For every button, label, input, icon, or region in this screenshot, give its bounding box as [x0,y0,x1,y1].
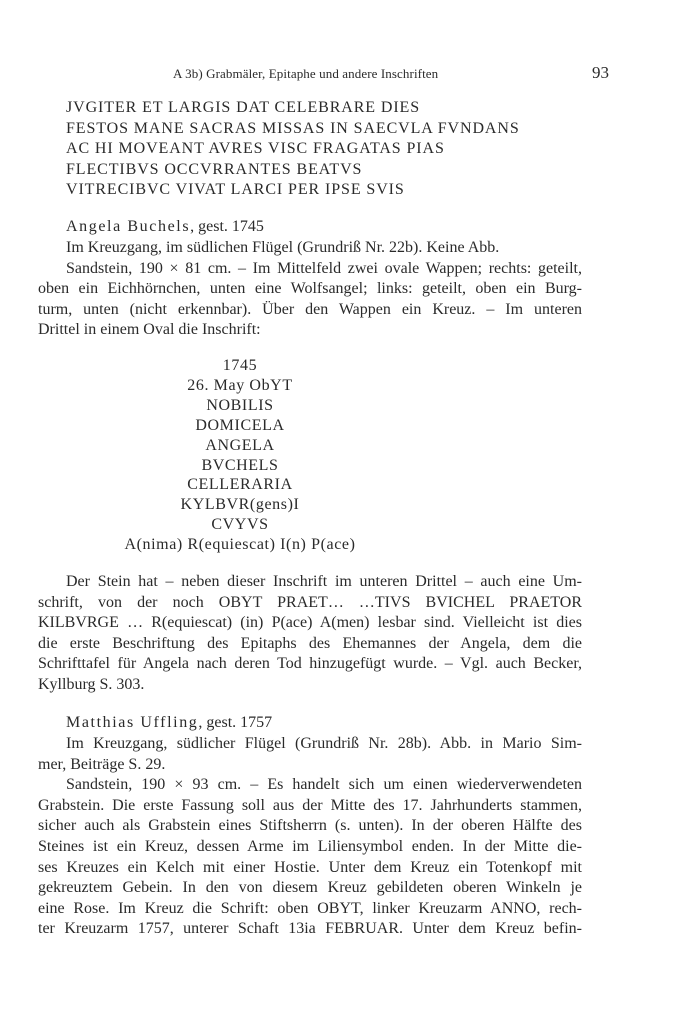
text-line: Im Kreuzgang, südlicher Flügel (Grundriß Nr. 28b). Abb. in Mario Sim- [66,735,582,752]
text-line: Sandstein, 190 × 93 cm. – Es handelt sich um einen wiederverwendeten [66,776,582,794]
text-line: mer, Beiträge S. 29. [38,755,166,773]
inscription-line: AC HI MOVEANT AVRES VISC FRAGATAS PIAS [66,140,445,157]
page-number: 93 [592,63,609,82]
text-line: KILBVRGE … R(equiescat) (in) P(ace) A(men) lesbar sind. Vielleicht ist dies [38,614,582,632]
text-line: eine Rose. Im Kreuz die Schrift: oben OBYT, linker Kreuzarm ANNO, rech- [38,899,582,917]
text-line: schrift, von der noch OBYT PRAET… …TIVS BVICHEL PRAETOR [38,593,582,611]
text-line: Schrifttafel für Angela nach deren Tod hinzugefügt wurde. – Vgl. auch Becker, [38,655,582,673]
inscription-line: CELLERARIA [187,476,293,494]
inscription-line: FESTOS MANE SACRAS MISSAS IN SAECVLA FVNDANS [66,119,520,137]
inscription-block [66,98,626,201]
centered-inscription [90,356,390,555]
inscription-line: FLECTIBVS OCCVRRANTES BEATVS [66,160,363,178]
entry-heading [66,218,264,236]
inscription-line: CVYVS [211,516,269,534]
inscription-line: BVCHELS [201,456,279,474]
entry-date: , gest. 1745 [190,218,264,235]
text-line: die erste Beschriftung des Epitaphs des Ehemannes der Angela, dem die [38,634,582,652]
entry-description [38,238,582,341]
entry-name: Matthias Uffling [66,714,199,731]
text-line: Im Kreuzgang, im südlichen Flügel (Grundriß Nr. 22b). Keine Abb. [66,239,500,256]
inscription-line: 1745 [222,357,258,374]
running-title: A 3b) Grabmäler, Epitaphe und andere Inschriften [173,66,439,81]
text-line: Drittel in einem Oval die Inschrift: [38,321,261,339]
inscription-line: DOMICELA [195,416,285,434]
text-line: gekreuztem Gebein. In den von diesem Kreuz gebildeten oberen Winkeln je [38,879,582,897]
inscription-line: ANGELA [205,436,275,454]
entry-commentary [38,572,582,696]
inscription-line: KYLBVR(gens)I [180,496,300,514]
text-line: sicher auch als Grabstein eines Stiftsherrn (s. unten). In der oberen Hälfte des [38,817,582,835]
text-line: Steines ist ein Kreuz, dessen Arme im Liliensymbol enden. In der Mitte die- [38,837,582,855]
text-line: ter Kreuzarm 1757, unterer Schaft 13ia FEBRUAR. Unter dem Kreuz befin- [38,920,582,938]
inscription-line: A(nima) R(equiescat) I(n) P(ace) [124,536,356,554]
text-line: Sandstein, 190 × 81 cm. – Im Mittelfeld zwei ovale Wappen; rechts: geteilt, [66,259,582,277]
inscription-line: 26. May ObYT [187,376,293,394]
entry-heading [66,714,272,732]
text-line: Der Stein hat – neben dieser Inschrift im unteren Drittel – auch eine Um- [66,573,582,590]
entry-description [38,734,582,940]
entry-date: , gest. 1757 [198,714,273,731]
inscription-line: NOBILIS [206,396,274,414]
text-line: Kyllburg S. 303. [38,675,145,693]
text-line: Grabstein. Die erste Fassung soll aus der Mitte des 17. Jahrhunderts stammen, [38,796,582,814]
text-line: oben ein Eichhörnchen, unten eine Wolfsangel; links: geteilt, oben ein Burg- [38,280,582,298]
entry-name: Angela Buchels [66,218,191,235]
inscription-line: VITRECIBVC VIVAT LARCI PER IPSE SVIS [66,181,405,198]
running-header [0,63,700,86]
text-line: turm, unten (nicht erkennbar). Über den Wappen ein Kreuz. – Im unteren [38,300,582,318]
inscription-line: JVGITER ET LARGIS DAT CELEBRARE DIES [66,99,421,116]
text-line: ses Kreuzes ein Kelch mit einer Hostie. Unter dem Kreuz ein Totenkopf mit [38,858,582,876]
